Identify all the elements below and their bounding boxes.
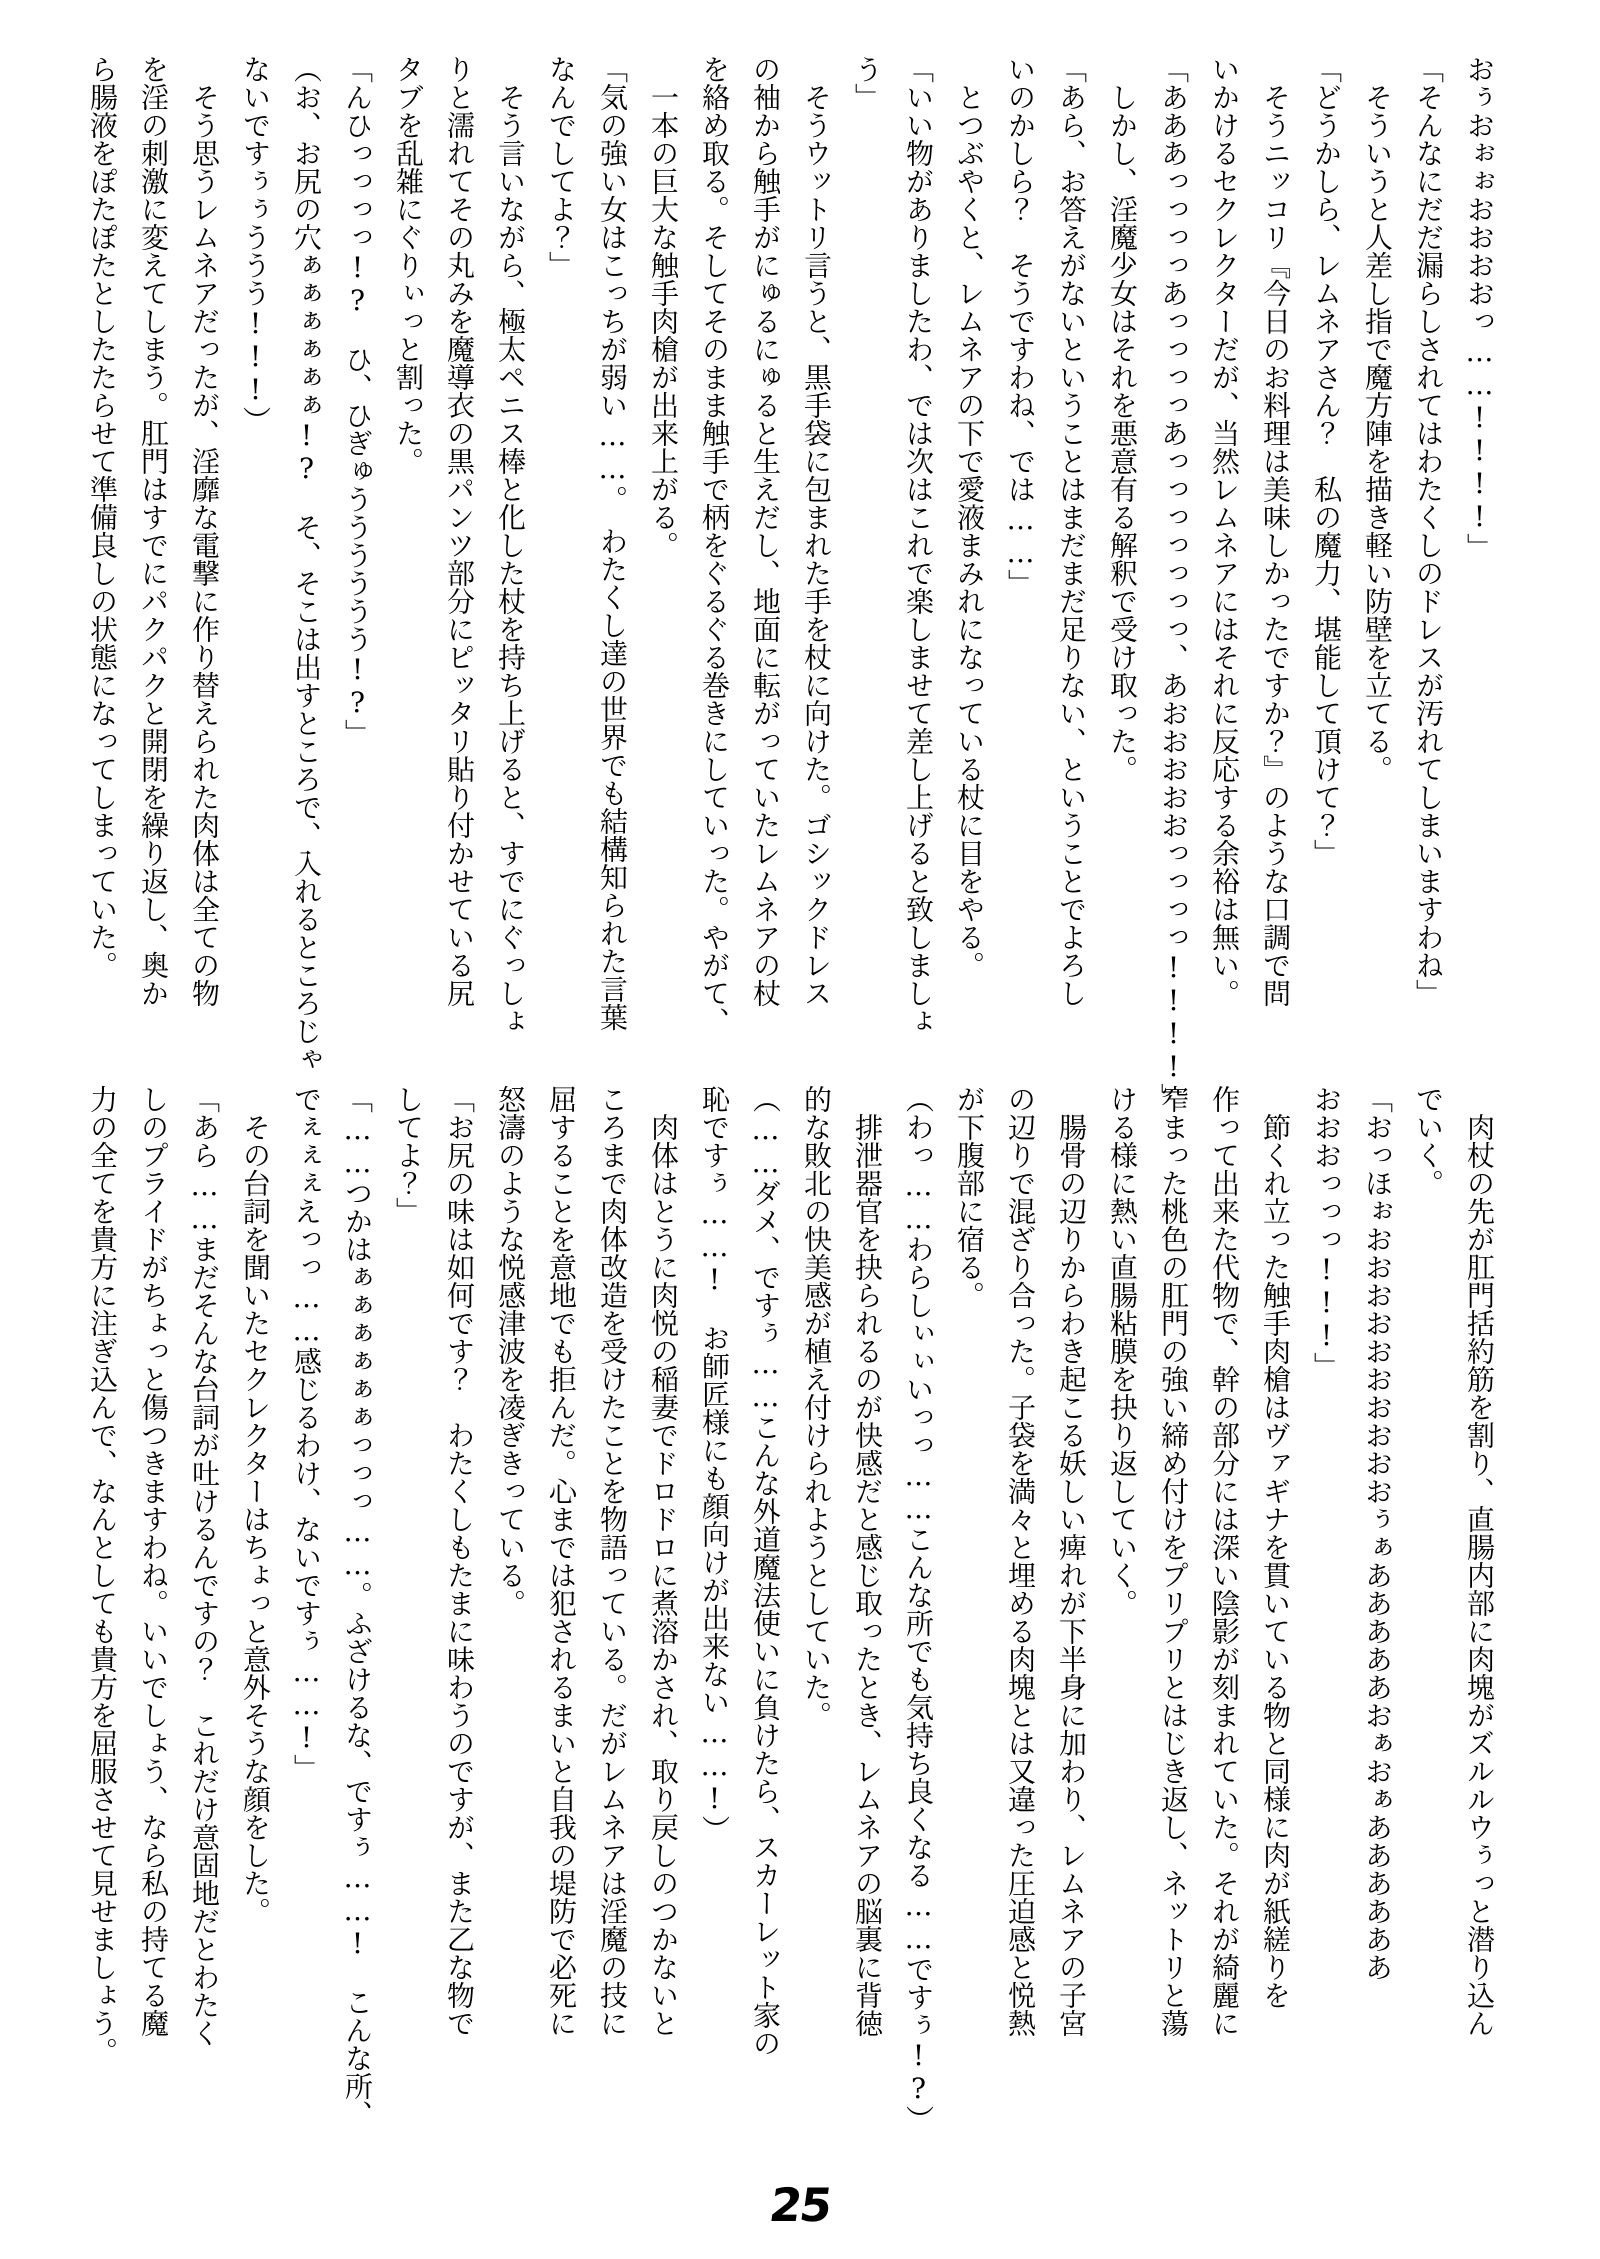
text-column: 「そんなにだだ漏らしされてはわたくしのドレスが汚れてしまいますわね」 xyxy=(1412,55,1445,1007)
text-column: ころまで肉体改造を受けたことを物語っている。だがレムネアは淫魔の技に xyxy=(596,1085,629,2037)
text-column: 「んひっっっっ!? ひ、ひぎゅうううううう!?」 xyxy=(341,55,374,747)
text-column: 腸骨の辺りからわき起こる妖しい痺れが下半身に加わり、レムネアの子宮 xyxy=(1055,1085,1088,2037)
text-column: 恥ですぅ……! お師匠様にも顔向けが出来ない……!） xyxy=(698,1085,731,1843)
text-column: 「あああっっっっあっっっっあっっっっっっっ、あおおおおおっっっっ!!!!」 xyxy=(1157,55,1190,1111)
text-column: 窄まった桃色の肛門の強い締め付けをプリプリとはじき返し、ネットリと蕩 xyxy=(1157,1085,1190,2037)
text-column: 「気の強い女はこっちが弱い……。 わたくし達の世界でも結構知られた言葉 xyxy=(596,55,629,1031)
text-column: りと濡れてその丸みを魔導衣の黒パンツ部分にピッタリ貼り付かせている尻 xyxy=(443,55,476,1007)
text-column: 肉杖の先が肛門括約筋を割り、直腸内部に肉塊がズルルウぅっと潜り込ん xyxy=(1463,1085,1496,2037)
text-column: ける様に熱い直腸粘膜を抉り返していく。 xyxy=(1106,1085,1139,1617)
text-column: そういうと人差し指で魔方陣を描き軽い防壁を立てる。 xyxy=(1361,55,1394,783)
text-column: でいく。 xyxy=(1412,1085,1445,1197)
text-column: そう言いながら、極太ペニス棒と化した杖を持ち上げると、すでにぐっしょ xyxy=(494,55,527,1035)
text-column: を絡め取る。そしてそのまま触手で柄をぐるぐる巻きにしていった。やがて、 xyxy=(698,55,731,1035)
text-column: を淫の刺激に変えてしまう。肛門はすでにパクパクと開閉を繰り返し、奥か xyxy=(137,55,170,1007)
text-column: う」 xyxy=(851,55,884,111)
text-column: その台詞を聞いたセクレクターはちょっと意外そうな顔をした。 xyxy=(239,1085,272,1925)
text-column: 「どうかしら、レムネアさん？ 私の魔力、堪能して頂けて？」 xyxy=(1310,55,1343,867)
text-column: 「おっほぉおおおおおおおおおおぅぁあああああおぁおぁああああああ xyxy=(1361,1085,1394,1981)
text-column: タブを乱雑にぐりぃっと割った。 xyxy=(392,55,425,475)
top-text-block xyxy=(77,55,1505,1111)
text-column: いのかしら？ そうですわね、では……」 xyxy=(1004,55,1037,597)
text-column: が下腹部に宿る。 xyxy=(953,1085,986,1309)
text-column: 作って出来た代物で、幹の部分には深い陰影が刻まれていた。それが綺麗に xyxy=(1208,1085,1241,2037)
text-column: いかけるセクレクターだが、当然レムネアにはそれに反応する余裕は無い。 xyxy=(1208,55,1241,1007)
text-column: してよ？」 xyxy=(392,1085,425,1225)
text-column: （……ダメ、ですぅ……こんな外道魔法使いに負けたら、スカーレット家の xyxy=(749,1085,782,2057)
text-column: そう思うレムネアだったが、淫靡な電撃に作り替えられた肉体は全ての物 xyxy=(188,55,221,1007)
text-column: （わっ……わらしぃぃいっっ……こんな所でも気持ち良くなる……ですぅ!?） xyxy=(902,1085,935,2133)
text-column: ないですぅぅううう!!!） xyxy=(239,55,272,434)
text-column: そうニッコリ『今日のお料理は美味しかったですか？』のような口調で問 xyxy=(1259,55,1292,1007)
text-column: の辺りで混ざり合った。子袋を満々と埋める肉塊とは又違った圧迫感と悦熱 xyxy=(1004,1085,1037,2037)
text-column: 「あら、お答えがないということはまだまだ足りない、ということでよろし xyxy=(1055,55,1088,1007)
text-column: 怒濤のような悦感津波を凌ぎきっている。 xyxy=(494,1085,527,1617)
text-column: （お、お尻の穴ぁぁぁぁぁぁ!? そ、そこは出すところで、入れるところじゃ xyxy=(290,55,323,1073)
text-column: 一本の巨大な触手肉槍が出来上がる。 xyxy=(647,55,680,559)
text-column: おおおっっっ!!!」 xyxy=(1310,1085,1343,1380)
text-column: しかし、淫魔少女はそれを悪意有る解釈で受け取った。 xyxy=(1106,55,1139,783)
text-column: でぇぇぇえっっ……感じるわけ、ないですぅ……!」 xyxy=(290,1085,323,1782)
text-column: しのプライドがちょっと傷つきますわね。いいでしょう、なら私の持てる魔 xyxy=(137,1085,170,2037)
text-column: 肉体はとうに肉悦の稲妻でドロドロに煮溶かされ、取り戻しのつかないと xyxy=(647,1085,680,2037)
text-column: 屈することを意地でも拒んだ。心までは犯されるまいと自我の堤防で必死に xyxy=(545,1085,578,2037)
text-column: 「お尻の味は如何です？ わたくしもたまに味わうのですが、また乙な物で xyxy=(443,1085,476,2037)
text-column: 「……つかはぁぁぁぁぁぁっっっ……。ふざけるな、ですぅ……! こんな所、 xyxy=(341,1085,374,2128)
text-column: 的な敗北の快美感が植え付けられようとしていた。 xyxy=(800,1085,833,1729)
text-column: とつぶやくと、レムネアの下で愛液まみれになっている杖に目をやる。 xyxy=(953,55,986,979)
text-column: 節くれ立った触手肉槍はヴァギナを貫いている物と同様に肉が紙縒りを xyxy=(1259,1085,1292,2009)
bottom-text-block xyxy=(77,1085,1505,2157)
page-footer xyxy=(0,2178,1600,2232)
page-number: 25 xyxy=(766,2178,834,2232)
text-column: の袖から触手がにゅるにゅると生えだし、地面に転がっていたレムネアの杖 xyxy=(749,55,782,1007)
text-column: おぅおぉぉおおおおっ……!!!!」 xyxy=(1463,55,1496,561)
text-column: 力の全てを貴方に注ぎ込んで、なんとしても貴方を屈服させて見せましょう。 xyxy=(86,1085,119,2065)
text-column: そうウットリ言うと、黒手袋に包まれた手を杖に向けた。ゴシックドレス xyxy=(800,55,833,1007)
text-column: 「あら……まだそんな台詞が吐けるんですの？ これだけ意固地だとわたく xyxy=(188,1085,221,2047)
text-column: 排泄器官を抉られるのが快感だと感じ取ったとき、レムネアの脳裏に背徳 xyxy=(851,1085,884,2037)
text-column: なんでしてよ？」 xyxy=(545,55,578,279)
text-column: 「いい物がありましたわ、では次はこれで楽しませて差し上げると致しましょ xyxy=(902,55,935,1035)
text-column: ら腸液をぽたぽたとしたたらせて準備良しの状態になってしまっていた。 xyxy=(86,55,119,979)
